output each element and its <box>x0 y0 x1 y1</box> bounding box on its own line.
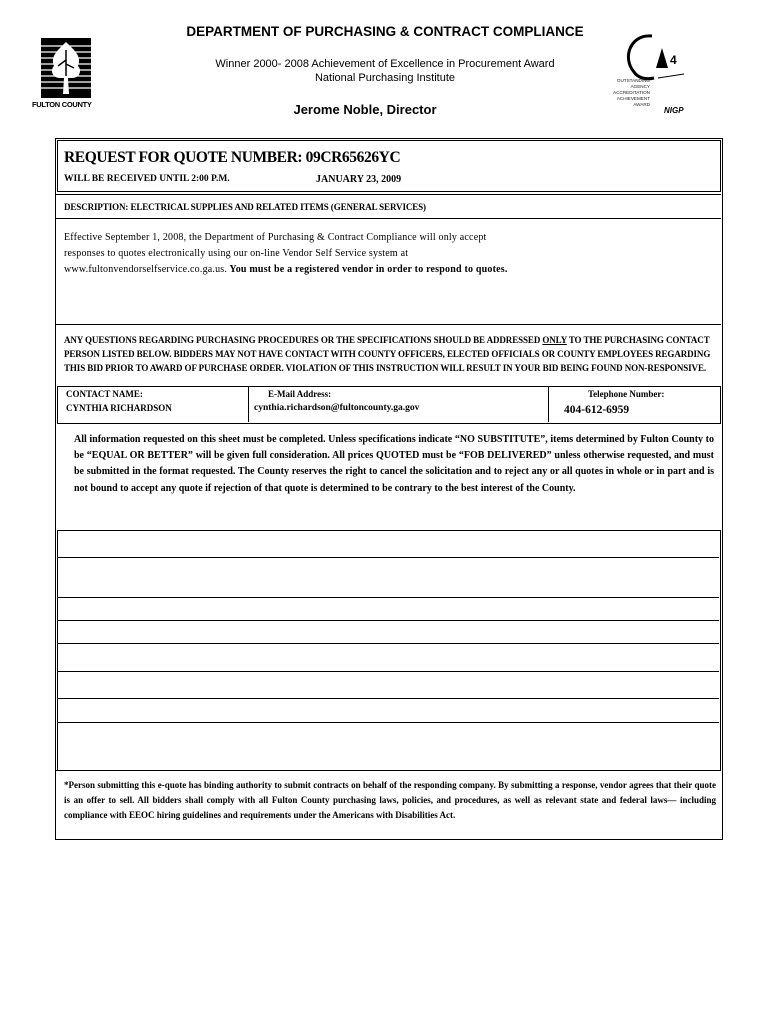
award-line-2: National Purchasing Institute <box>314 72 456 84</box>
entry-row <box>57 597 719 598</box>
entry-row <box>57 722 719 723</box>
nigp-logo-text: NIGP <box>664 106 684 115</box>
entry-row <box>57 643 719 644</box>
director-name: Jerome Noble, Director <box>293 102 437 117</box>
received-label: WILL BE RECEIVED UNTIL 2:00 P.M. <box>64 174 230 184</box>
entry-row <box>57 557 719 558</box>
svg-text:4: 4 <box>670 53 677 67</box>
divider <box>55 324 721 325</box>
binding-authority-footer: *Person submitting this e-quote has binding authority to submit contracts on behalf of the responding company. By submitting a response, vendor agrees that their quote is an offer to sell. All bidders shall comply with all Fulton County purchasing laws, policies, and procedures, as well as relevant state and federal laws— including compliance with EEOC hiring guidelines and requirements under the Americans with Disabilities Act. <box>64 780 716 820</box>
email-label: E-Mail Address: <box>268 389 332 399</box>
award-logo-text: OUTSTANDING AGENCY ACCREDITATION ACHIEVEMENT AWARD <box>613 78 650 107</box>
divider <box>55 770 721 771</box>
entry-row <box>57 671 719 672</box>
fulton-county-logo-text: FULTON COUNTY <box>32 100 92 109</box>
received-date: JANUARY 23, 2009 <box>316 174 402 185</box>
divider <box>55 194 721 195</box>
award-line-1: Winner 2000- 2008 Achievement of Excellence in Procurement Award <box>215 58 555 70</box>
contact-name-label: CONTACT NAME: <box>66 389 143 399</box>
blank-entry-area <box>57 530 721 771</box>
entry-row <box>57 698 719 699</box>
contact-phone: 404-612-6959 <box>564 404 630 416</box>
description: DESCRIPTION: ELECTRICAL SUPPLIES AND RELATED ITEMS (GENERAL SERVICES) <box>64 202 426 212</box>
contact-name: CYNTHIA RICHARDSON <box>66 403 172 413</box>
vendor-portal-link[interactable]: www.fultonvendorselfservice.co.ga.us. <box>64 264 228 275</box>
rfq-title: REQUEST FOR QUOTE NUMBER: 09CR65626YC <box>64 149 401 166</box>
department-title: DEPARTMENT OF PURCHASING & CONTRACT COMPLIANCE <box>186 24 584 39</box>
divider <box>55 218 721 219</box>
contact-email[interactable]: cynthia.richardson@fultoncounty.ga.gov <box>254 403 420 413</box>
information-requirements: All information requested on this sheet must be completed. Unless specifications indicate “NO SUBSTITUTE”, items determined by Fulton County to be “EQUAL OR BETTER” will be given full consideration. All prices QUOTED must be “FOB DELIVERED” unless otherwise requested, and must be submitted in the format requested. The County reserves the right to cancel the solicitation and to reject any or all quotes in whole or in part and is not bound to accept any quote if rejection of that quote is determined to be contrary to the best interest of the County. <box>74 434 714 494</box>
entry-row <box>57 620 719 621</box>
fulton-county-logo <box>36 36 98 108</box>
telephone-label: Telephone Number: <box>588 389 665 399</box>
electronic-submission-notice: Effective September 1, 2008, the Department of Purchasing & Contract Compliance will only accept responses to quotes electronically using our on-line Vendor Self Service system at www.fultonvendorselfservice.co.ga.us. You must be a registered vendor in order to respond to quotes. <box>64 232 508 275</box>
questions-instructions: ANY QUESTIONS REGARDING PURCHASING PROCEDURES OR THE SPECIFICATIONS SHOULD BE ADDRESSED ONLY TO THE PURCHASING CONTACT PERSON LISTED BELOW. BIDDERS MAY NOT HAVE CONTACT WITH COUNTY OFFICERS, ELECTED OFFICIALS OR COUNTY EMPLOYEES REGARDING THIS BID PRIOR TO AWARD OF PURCHASE ORDER. VIOLATION OF THIS INSTRUCTION WILL RESULT IN YOUR BID BEING FOUND NON-RESPONSIVE. <box>64 335 711 373</box>
